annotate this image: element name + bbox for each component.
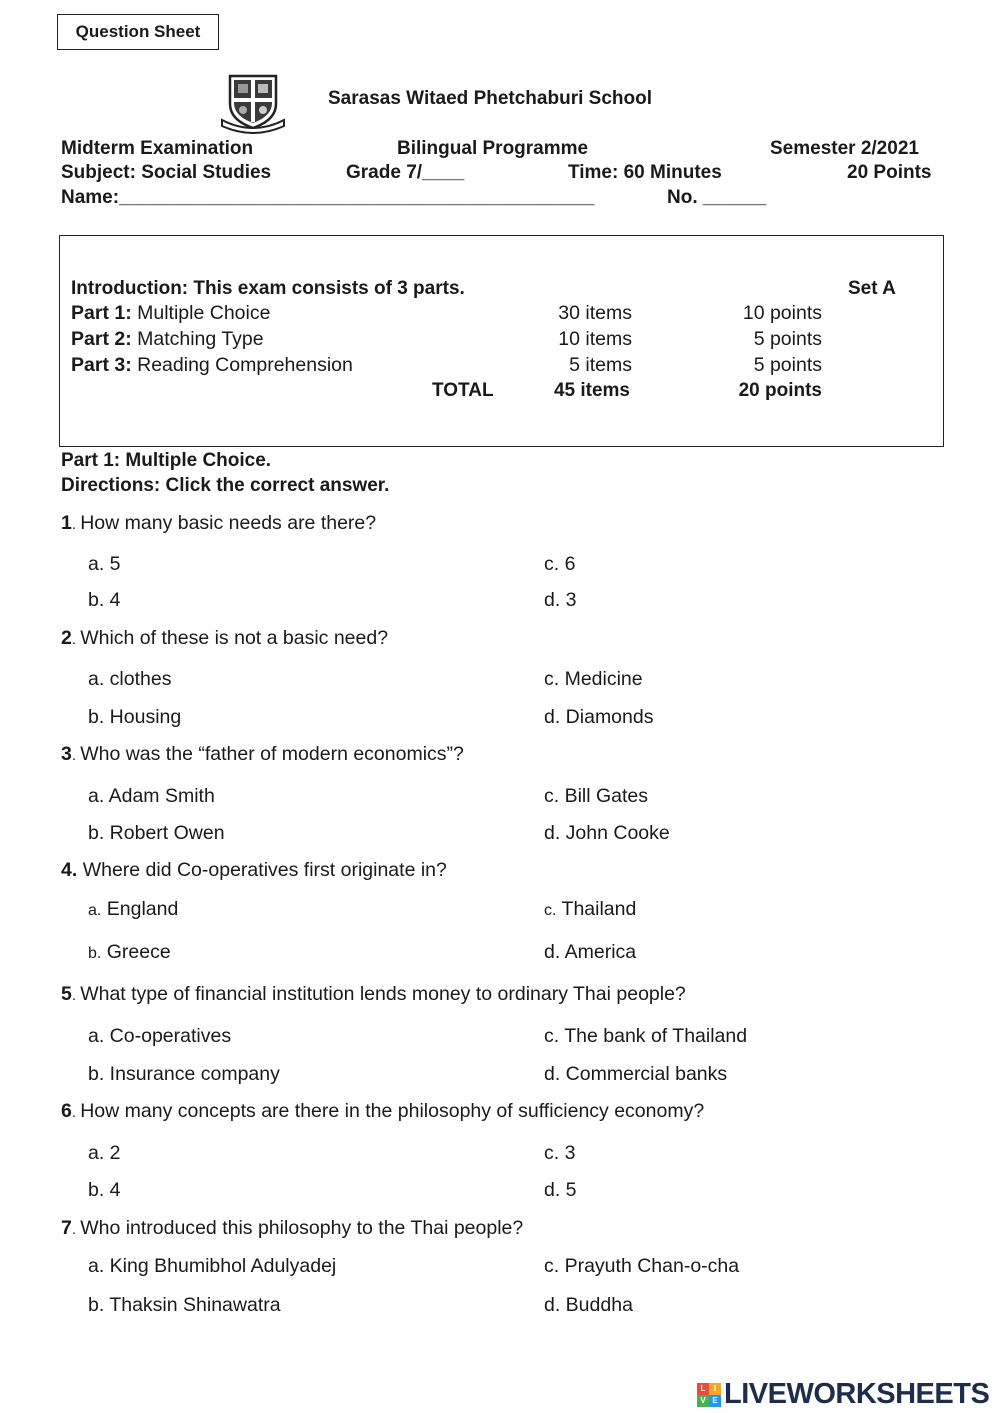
- logo-text: LIVEWORKSHEETS: [724, 1378, 990, 1410]
- question-text: Where did Co-operatives first originate in?: [82, 859, 447, 881]
- part-points: 5 points: [753, 354, 822, 376]
- programme-label: Bilingual Programme: [397, 138, 589, 159]
- part-name: Multiple Choice: [137, 302, 271, 324]
- option-text: Greece: [106, 941, 171, 963]
- part-points: 10 points: [742, 302, 822, 324]
- logo-letter: I: [709, 1383, 721, 1395]
- question-5: [61, 983, 686, 1006]
- question-1: [61, 512, 376, 535]
- school-name: Sarasas Witaed Phetchaburi School: [328, 88, 652, 109]
- number-field: No. ______: [667, 187, 767, 208]
- question-separator: .: [71, 987, 81, 1004]
- q3-option-c[interactable]: c. Bill Gates: [544, 785, 649, 807]
- part1-directions: Directions: Click the correct answer.: [61, 475, 390, 496]
- part-row: [71, 328, 264, 351]
- q1-option-c[interactable]: c. 6: [544, 553, 576, 575]
- liveworksheets-logo[interactable]: [697, 1378, 989, 1411]
- total-label: TOTAL: [432, 380, 494, 401]
- part-label: Part 3:: [71, 354, 132, 376]
- liveworksheets-logo-icon: [697, 1383, 721, 1407]
- q7-option-d[interactable]: d. Buddha: [544, 1294, 633, 1316]
- subject-label: Subject: Social Studies: [61, 162, 272, 183]
- q4-option-b[interactable]: [88, 941, 171, 964]
- question-text: What type of financial institution lends money to ordinary Thai people?: [80, 983, 686, 1005]
- question-number: 1: [61, 512, 72, 534]
- option-letter: c.: [544, 902, 557, 919]
- q4-option-c[interactable]: [544, 898, 636, 921]
- question-text: Which of these is not a basic need?: [80, 627, 389, 649]
- question-6: [61, 1100, 704, 1123]
- question-7: [61, 1217, 523, 1240]
- part-row: [71, 302, 270, 325]
- part1-title: Part 1: Multiple Choice.: [61, 450, 272, 471]
- question-3: [61, 743, 464, 766]
- q2-option-b[interactable]: b. Housing: [88, 706, 182, 728]
- q5-option-b[interactable]: b. Insurance company: [88, 1063, 280, 1085]
- question-text: Who was the “father of modern economics”?: [80, 743, 464, 765]
- points-label: 20 Points: [847, 162, 932, 183]
- q6-option-a[interactable]: a. 2: [88, 1142, 121, 1164]
- option-text: England: [106, 898, 179, 920]
- semester-label: Semester 2/2021: [770, 138, 919, 159]
- q6-option-c[interactable]: c. 3: [544, 1142, 576, 1164]
- total-points: 20 points: [738, 380, 822, 401]
- total-items: 45 items: [553, 380, 630, 401]
- q2-option-a[interactable]: a. clothes: [88, 668, 172, 690]
- set-label: Set A: [848, 278, 896, 299]
- q5-option-d[interactable]: d. Commercial banks: [544, 1063, 728, 1085]
- q1-option-b[interactable]: b. 4: [88, 589, 121, 611]
- exam-title: Midterm Examination: [61, 138, 254, 159]
- q4-option-a[interactable]: [88, 898, 178, 921]
- part-items: 30 items: [558, 302, 632, 324]
- part-label: Part 1:: [71, 302, 132, 324]
- part-name: Matching Type: [137, 328, 264, 350]
- option-letter: a.: [88, 902, 102, 919]
- intro-box: [59, 235, 944, 447]
- question-number: 5: [61, 983, 72, 1005]
- grade-label: Grade 7/____: [346, 162, 465, 183]
- q4-option-d[interactable]: d. America: [544, 941, 637, 963]
- question-number: 6: [61, 1100, 72, 1122]
- q1-option-d[interactable]: d. 3: [544, 589, 577, 611]
- option-letter: b.: [88, 945, 102, 962]
- q2-option-c[interactable]: c. Medicine: [544, 668, 643, 690]
- q3-option-a[interactable]: a. Adam Smith: [88, 785, 215, 807]
- question-number: 7: [61, 1217, 72, 1239]
- option-text: Thailand: [561, 898, 637, 920]
- q3-option-d[interactable]: d. John Cooke: [544, 822, 670, 844]
- question-text: Who introduced this philosophy to the Thai people?: [80, 1217, 524, 1239]
- q6-option-d[interactable]: d. 5: [544, 1179, 577, 1201]
- question-number: 3: [61, 743, 72, 765]
- q2-option-d[interactable]: d. Diamonds: [544, 706, 654, 728]
- time-label: Time: 60 Minutes: [568, 162, 722, 183]
- question-2: [61, 627, 388, 650]
- q7-option-c[interactable]: c. Prayuth Chan-o-cha: [544, 1255, 740, 1277]
- part-points: 5 points: [753, 328, 822, 350]
- q6-option-b[interactable]: b. 4: [88, 1179, 121, 1201]
- question-separator: .: [71, 631, 81, 648]
- part-label: Part 2:: [71, 328, 132, 350]
- q1-option-a[interactable]: a. 5: [88, 553, 121, 575]
- question-number: 4.: [61, 859, 78, 881]
- q3-option-b[interactable]: b. Robert Owen: [88, 822, 225, 844]
- question-text: How many basic needs are there?: [80, 512, 377, 534]
- logo-letter: L: [697, 1383, 709, 1395]
- logo-letter: V: [697, 1395, 709, 1407]
- intro-title: Introduction: This exam consists of 3 parts.: [71, 278, 465, 299]
- q7-option-b[interactable]: b. Thaksin Shinawatra: [88, 1294, 281, 1316]
- question-separator: .: [71, 747, 81, 764]
- question-separator: .: [71, 516, 81, 533]
- question-4: [61, 859, 447, 882]
- part-row: [71, 354, 353, 377]
- q5-option-c[interactable]: c. The bank of Thailand: [544, 1025, 748, 1047]
- question-text: How many concepts are there in the philosophy of sufficiency economy?: [80, 1100, 705, 1122]
- question-number: 2: [61, 627, 72, 649]
- part-items: 10 items: [558, 328, 632, 350]
- part-items: 5 items: [569, 354, 632, 376]
- logo-letter: E: [709, 1395, 721, 1407]
- question-separator: .: [71, 1221, 81, 1238]
- name-field: Name:_____________________________________________: [61, 187, 595, 208]
- school-crest-icon: [218, 74, 288, 134]
- part-name: Reading Comprehension: [137, 354, 353, 376]
- q7-option-a[interactable]: a. King Bhumibhol Adulyadej: [88, 1255, 337, 1277]
- question-sheet-tag: Question Sheet: [57, 14, 219, 50]
- question-separator: .: [71, 1104, 81, 1121]
- q5-option-a[interactable]: a. Co-operatives: [88, 1025, 232, 1047]
